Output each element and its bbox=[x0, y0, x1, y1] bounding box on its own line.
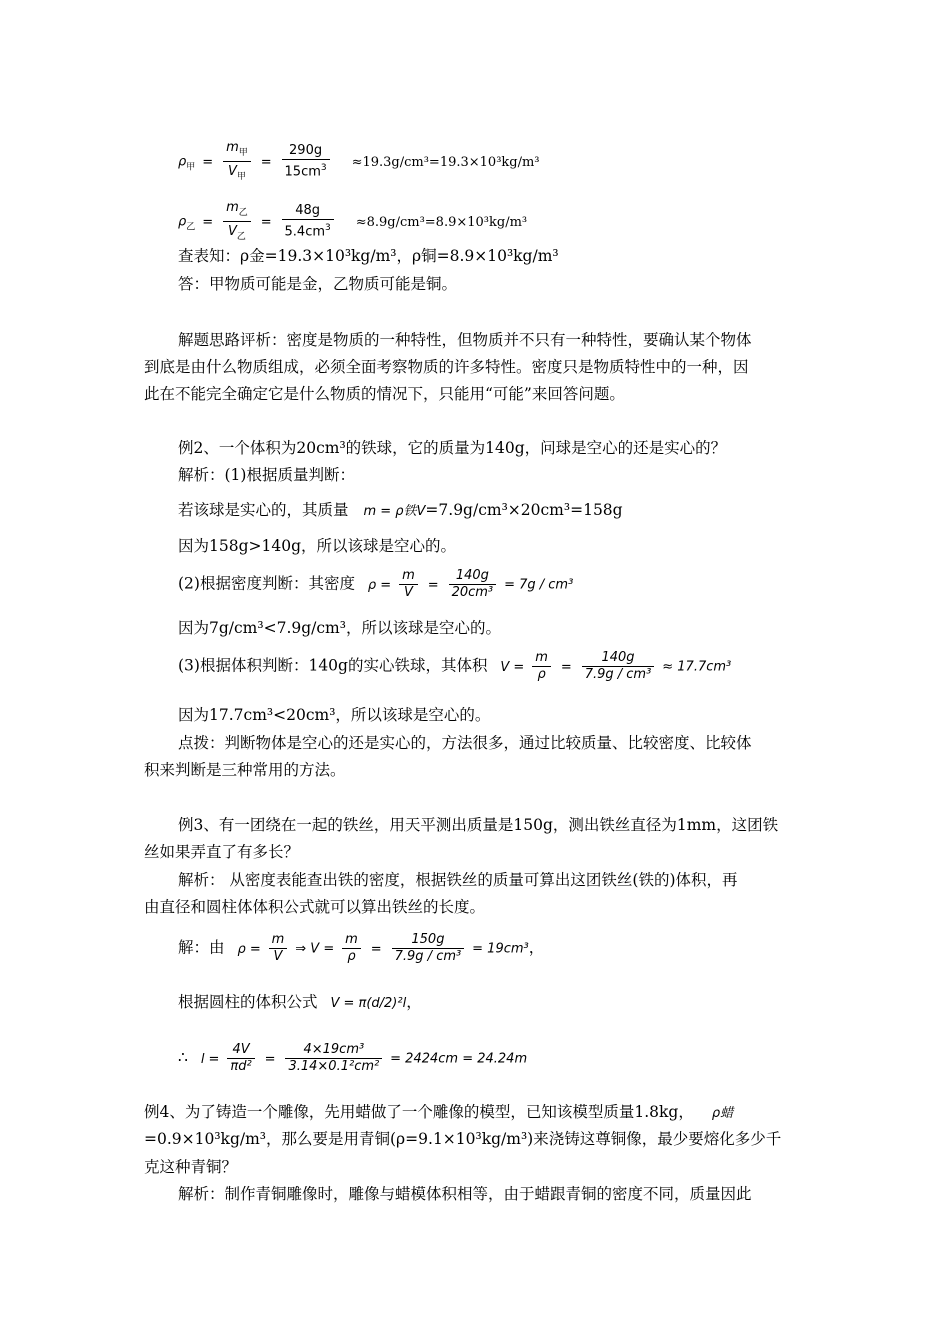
example-4-line-4: 解析：制作青铜雕像时，雕像与蜡模体积相等，由于蜡跟青铜的密度不同，质量因此 bbox=[178, 1185, 752, 1203]
analysis-line-2: 到底是由什么物质组成，必须全面考察物质的许多特性。密度只是物质特性中的一种，因 bbox=[144, 358, 749, 376]
example-2-mass-check: 若该球是实心的，其质量 m = ρ铁V=7.9g/cm³×20cm³=158g bbox=[178, 501, 623, 519]
answer-line: 答：甲物质可能是金，乙物质可能是铜。 bbox=[178, 275, 458, 293]
example-2-tip-2: 积来判断是三种常用的方法。 bbox=[144, 761, 346, 779]
example-2-title: 例2、一个体积为20cm³的铁球，它的质量为140g，问球是空心的还是实心的？ bbox=[178, 439, 727, 457]
fraction: $\frac{290g}{15cm^3}$ bbox=[282, 143, 330, 180]
equation-density-jia: $\rho_甲$ = $\frac{m_甲}{V_甲}$ = $\frac{290g}{15cm^3}$ ≈19.3g/cm³=19.3×10³kg/m³ bbox=[178, 138, 540, 185]
example-2-volume-conclusion: 因为17.7cm³<20cm³，所以该球是空心的。 bbox=[178, 706, 491, 724]
example-2-density-conclusion: 因为7g/cm³<7.9g/cm³，所以该球是空心的。 bbox=[178, 619, 501, 637]
example-2-step-1: 解析：(1)根据质量判断： bbox=[178, 466, 355, 484]
example-4-line-3: 克这种青铜？ bbox=[144, 1158, 238, 1176]
example-2-mass-conclusion: 因为158g>140g，所以该球是空心的。 bbox=[178, 537, 457, 555]
example-4-line-1: 例4、为了铸造一个雕像，先用蜡做了一个雕像的模型，已知该模型质量1.8kg， ρ蜡 bbox=[144, 1103, 734, 1121]
example-2-tip-1: 点拨：判断物体是空心的还是实心的，方法很多，通过比较质量、比较密度、比较体 bbox=[178, 734, 752, 752]
example-2-volume-check: (3)根据体积判断：140g的实心铁球，其体积 V = $\frac{m}{\rho}$ = $\frac{140g}{\text{7.9g / cm³}}$ ≈ 17.7cm³ bbox=[178, 650, 732, 682]
fraction: $\frac{m_乙}{V_乙}$ bbox=[223, 198, 251, 245]
example-3-cylinder-formula: 根据圆柱的体积公式 V = π(d/2)²l， bbox=[178, 993, 422, 1011]
example-3-final: ∴ l = $\frac{4V}{\text{πd²}}$ = $\frac{\text{4×19cm³}}{\text{3.14×0.1²cm²}}$ = 2424cm = 24.24m bbox=[178, 1042, 528, 1074]
example-2-density-check: (2)根据密度判断：其密度 ρ = $\frac{m}{V}$ = $\frac{140g}{\text{20cm³}}$ = 7g / cm³ bbox=[178, 568, 574, 600]
example-3-line-2: 丝如果弄直了有多长？ bbox=[144, 843, 300, 861]
analysis-line-1: 解题思路评析：密度是物质的一种特性，但物质并不只有一种特性，要确认某个物体 bbox=[178, 331, 752, 349]
example-3-line-1: 例3、有一团绕在一起的铁丝，用天平测出质量是150g，测出铁丝直径为1mm，这团铁 bbox=[178, 816, 779, 834]
fraction: $\frac{48g}{5.4cm^3}$ bbox=[282, 203, 334, 240]
example-3-solution: 解：由 ρ = $\frac{m}{V}$ ⇒ V = $\frac{m}{\rho}$ = $\frac{150g}{\text{7.9g / cm³}}$ = 19cm³， bbox=[178, 932, 545, 964]
lookup-line: 查表知：ρ金=19.3×10³kg/m³，ρ铜=8.9×10³kg/m³ bbox=[178, 247, 559, 265]
fraction: $\frac{m_甲}{V_甲}$ bbox=[223, 138, 251, 185]
example-4-line-2: =0.9×10³kg/m³，那么要是用青铜(ρ=9.1×10³kg/m³)来浇铸这尊铜像，最少要熔化多少千 bbox=[144, 1130, 782, 1148]
example-3-line-3: 解析： 从密度表能查出铁的密度，根据铁丝的质量可算出这团铁丝(铁的)体积，再 bbox=[178, 871, 738, 889]
example-3-line-4: 由直径和圆柱体体积公式就可以算出铁丝的长度。 bbox=[144, 898, 486, 916]
analysis-line-3: 此在不能完全确定它是什么物质的情况下，只能用“可能”来回答问题。 bbox=[144, 385, 625, 403]
equation-density-yi: $\rho_乙$ = $\frac{m_乙}{V_乙}$ = $\frac{48g}{5.4cm^3}$ ≈8.9g/cm³=8.9×10³kg/m³ bbox=[178, 198, 527, 245]
